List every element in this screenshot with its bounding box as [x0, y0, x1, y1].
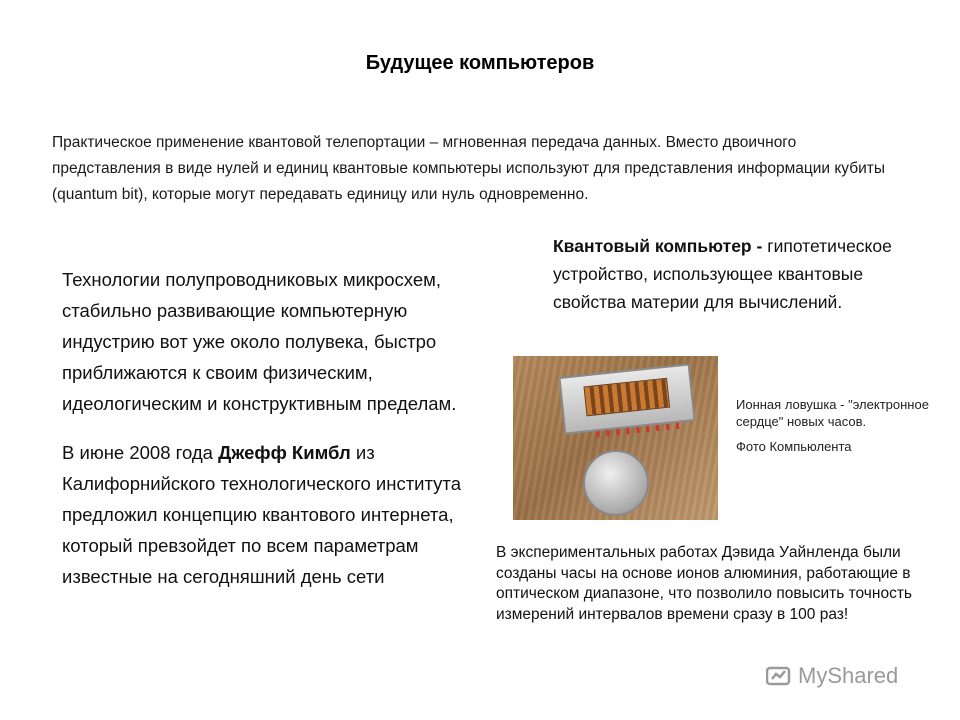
caption-text: Ионная ловушка - "электронное сердце" новых часов.	[736, 397, 929, 429]
slide-title: Будущее компьютеров	[365, 52, 595, 74]
watermark	[766, 660, 898, 692]
myshared-logo-icon	[766, 665, 792, 687]
watermark-label: MyShared	[798, 663, 899, 688]
trap-core	[583, 378, 670, 417]
kimble-paragraph	[62, 437, 482, 592]
ion-trap-device	[558, 363, 695, 434]
photo-credit: Фото Компьюлента	[736, 439, 852, 454]
kimble-text-before: В июне 2008 года	[62, 442, 219, 463]
intro-paragraph: Практическое применение квантовой телепортации – мгновенная передача данных. Вместо двоичного представления в виде нулей и единиц квантовые компьютеры используют для представления информации кубиты (quantum bit), которые могут передавать единицу или нуль одновременно.	[52, 134, 886, 203]
kimble-name: Джефф Кимбл	[218, 442, 351, 463]
wineland-paragraph: В экспериментальных работах Дэвида Уайнленда были созданы часы на основе ионов алюминия, работающие в оптическом диапазоне, что позволило повысить точность измерений интервалов времени сразу в 100 раз!	[496, 544, 912, 623]
semiconductor-paragraph: Технологии полупроводниковых микросхем, стабильно развивающие компьютерную индустрию вот уже около полувека, быстро приближаются к своим физическим, идеологическим и конструктивным пределам.	[62, 269, 457, 414]
photo-caption	[736, 396, 936, 455]
quantum-computer-definition	[553, 232, 923, 316]
ion-trap-photo	[513, 356, 718, 520]
definition-term: Квантовый компьютер -	[553, 236, 763, 256]
definition-text: гипотетическое устройство, использующее квантовые свойства материи для вычислений.	[553, 236, 892, 312]
left-column	[62, 264, 482, 592]
kimble-text-after: из Калифорнийского технологического института предложил концепцию квантового интернета, который превзойдет по всем параметрам известные на сегодняшний день сети	[62, 442, 461, 587]
coin	[583, 450, 649, 516]
